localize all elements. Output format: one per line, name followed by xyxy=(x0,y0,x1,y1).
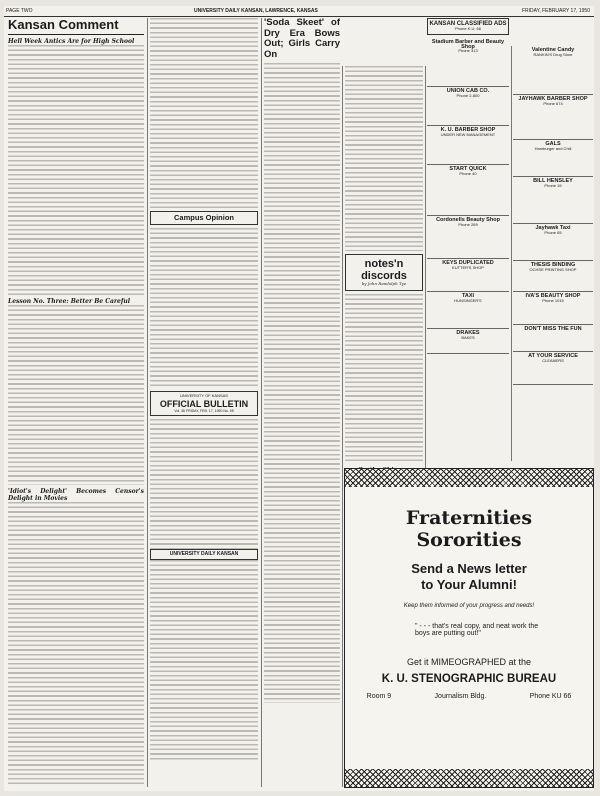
bulletin-volume: Vol. 36 FRIDAY, FEB. 17, 1950 No. 95 xyxy=(174,408,234,413)
bulletin-title: OFFICIAL BULLETIN xyxy=(159,398,249,409)
ad-line-alumni: to Your Alumni! xyxy=(421,577,517,592)
ad-line-send: Send a News letter xyxy=(411,561,527,576)
ad-title: Valentine Candy xyxy=(531,47,575,53)
ad-cta: Get it MIMEOGRAPHED at the xyxy=(406,657,532,667)
ad-detail: OCHSE PRINTING SHOP xyxy=(529,266,577,272)
ad-title: KEYS DUPLICATED xyxy=(442,260,494,267)
ad-border-pattern xyxy=(345,769,593,787)
notes-discords-box xyxy=(345,254,423,291)
paper-name: UNIVERSITY DAILY KANSAN, LAWRENCE, KANSAS xyxy=(194,8,318,14)
left-ad xyxy=(427,259,509,292)
ad-detail: Hamburger and Chili xyxy=(534,145,572,151)
page-header xyxy=(4,6,594,17)
ad-title: TAXI xyxy=(461,293,475,300)
headline-idiots-delight: 'Idiot's Delight' Becomes Censor's Delight in Movies xyxy=(8,488,144,502)
ad-detail: Phone 313 xyxy=(458,48,478,54)
ad-detail: Phone 2-800 xyxy=(456,92,480,98)
ad-detail: KUTTER'S SHOP xyxy=(452,264,484,270)
ad-title: GALS xyxy=(545,141,561,147)
ad-title: BILL HENSLEY xyxy=(533,178,573,184)
column-editorial xyxy=(8,18,144,787)
ad-detail: Phone 1015 xyxy=(542,297,564,303)
right-ad xyxy=(513,140,593,177)
right-ad xyxy=(513,261,593,292)
bulletin-subtitle: UNIVERSITY OF KANSAS xyxy=(180,393,228,398)
left-ad xyxy=(427,38,509,87)
ad-detail: Phone 269 xyxy=(458,221,478,227)
right-ad xyxy=(513,177,593,224)
left-ad xyxy=(427,292,509,329)
ad-title: K. U. BARBER SHOP xyxy=(440,127,496,134)
page-number: PAGE TWO xyxy=(6,8,33,14)
ad-title: UNION CAB CO. xyxy=(446,88,490,95)
article-text xyxy=(264,63,340,703)
article-text xyxy=(8,45,144,295)
article-text xyxy=(150,560,258,760)
official-bulletin-box xyxy=(150,391,258,416)
column-ads-right xyxy=(513,46,593,461)
fraternities-ad xyxy=(344,468,594,788)
column-soda xyxy=(264,18,340,787)
udk-masthead: UNIVERSITY DAILY KANSAN xyxy=(150,549,258,560)
article-text xyxy=(150,228,258,388)
classified-banner xyxy=(427,18,509,35)
ad-detail: Phone 65 xyxy=(544,229,562,235)
ad-building: Journalism Bldg. xyxy=(434,693,487,700)
ad-title: DRAKES xyxy=(456,330,480,337)
notes-byline: by John Randolph Tye xyxy=(361,281,407,286)
ad-detail: CLEANERS xyxy=(542,357,564,363)
classified-phone: Phone K.U. 66 xyxy=(454,25,482,31)
kansan-comment-title: Kansan Comment xyxy=(8,18,144,35)
ad-room: Room 9 xyxy=(366,693,392,700)
issue-date: FRIDAY, FEBRUARY 17, 1950 xyxy=(522,8,590,14)
right-ad xyxy=(513,325,593,352)
right-ad xyxy=(513,95,593,140)
headline-lesson: Lesson No. Three: Better Be Careful xyxy=(8,298,131,305)
ad-detail: BAKES xyxy=(461,334,475,340)
left-ad xyxy=(427,216,509,259)
ad-title: THESIS BINDING xyxy=(530,262,576,268)
left-ad xyxy=(427,329,509,354)
ad-phone: Phone KU 66 xyxy=(529,693,572,700)
ad-line-sororities: Sororities xyxy=(416,529,522,551)
article-text xyxy=(150,419,258,549)
right-ad xyxy=(513,352,593,385)
ad-quote: " - - - that's real copy, and neat work the boys are putting out!" xyxy=(415,623,539,637)
ad-detail: RANKIN'S Drug Store xyxy=(533,51,573,57)
ad-detail: UNDER NEW MANAGEMENT xyxy=(440,131,496,137)
right-ad xyxy=(513,292,593,325)
ad-contact xyxy=(345,693,593,700)
ad-title: IVA'S BEAUTY SHOP xyxy=(525,293,581,299)
article-text xyxy=(8,305,144,485)
right-ad xyxy=(513,46,593,95)
left-ad xyxy=(427,87,509,126)
ad-title: AT YOUR SERVICE xyxy=(528,353,578,359)
ad-detail: Phone 15 xyxy=(544,182,562,188)
ad-line-fraternities: Fraternities xyxy=(405,507,533,529)
classified-title: KANSAN CLASSIFIED ADS xyxy=(429,21,507,27)
article-text xyxy=(150,18,258,208)
ad-title: JAYHAWK BARBER SHOP xyxy=(518,96,588,102)
ad-border-pattern xyxy=(345,469,593,487)
ad-title: START QUICK xyxy=(449,166,487,173)
newspaper-page xyxy=(4,6,594,791)
ad-title: DON'T MISS THE FUN xyxy=(524,326,582,332)
campus-opinion-title: Campus Opinion xyxy=(150,211,258,225)
ad-title: Jayhawk Taxi xyxy=(535,225,571,231)
article-text xyxy=(345,294,423,464)
ad-bureau: K. U. STENOGRAPHIC BUREAU xyxy=(381,673,557,685)
ad-title: Cordonells Beauty Shop xyxy=(436,217,500,224)
ad-line-keep: Keep them informed of your progress and needs! xyxy=(403,603,535,609)
ad-detail: Phone 674 xyxy=(543,100,563,106)
headline-hell-week: Hell Week Antics Are for High School xyxy=(8,38,135,45)
right-ad xyxy=(513,224,593,261)
column-middle xyxy=(150,18,258,787)
article-text xyxy=(345,66,423,251)
notes-title: notes'n discords xyxy=(361,258,407,282)
ad-detail: HUNSINGER'S xyxy=(454,297,482,303)
ad-title: Stadium Barber and Beauty Shop xyxy=(431,39,505,50)
article-text xyxy=(8,502,144,787)
soda-headline: 'Soda Skeet' of Dry Era Bows Out; Girls Carry On xyxy=(264,18,340,60)
left-ad xyxy=(427,126,509,165)
ad-detail: Phone 40 xyxy=(459,170,477,176)
left-ad xyxy=(427,165,509,216)
